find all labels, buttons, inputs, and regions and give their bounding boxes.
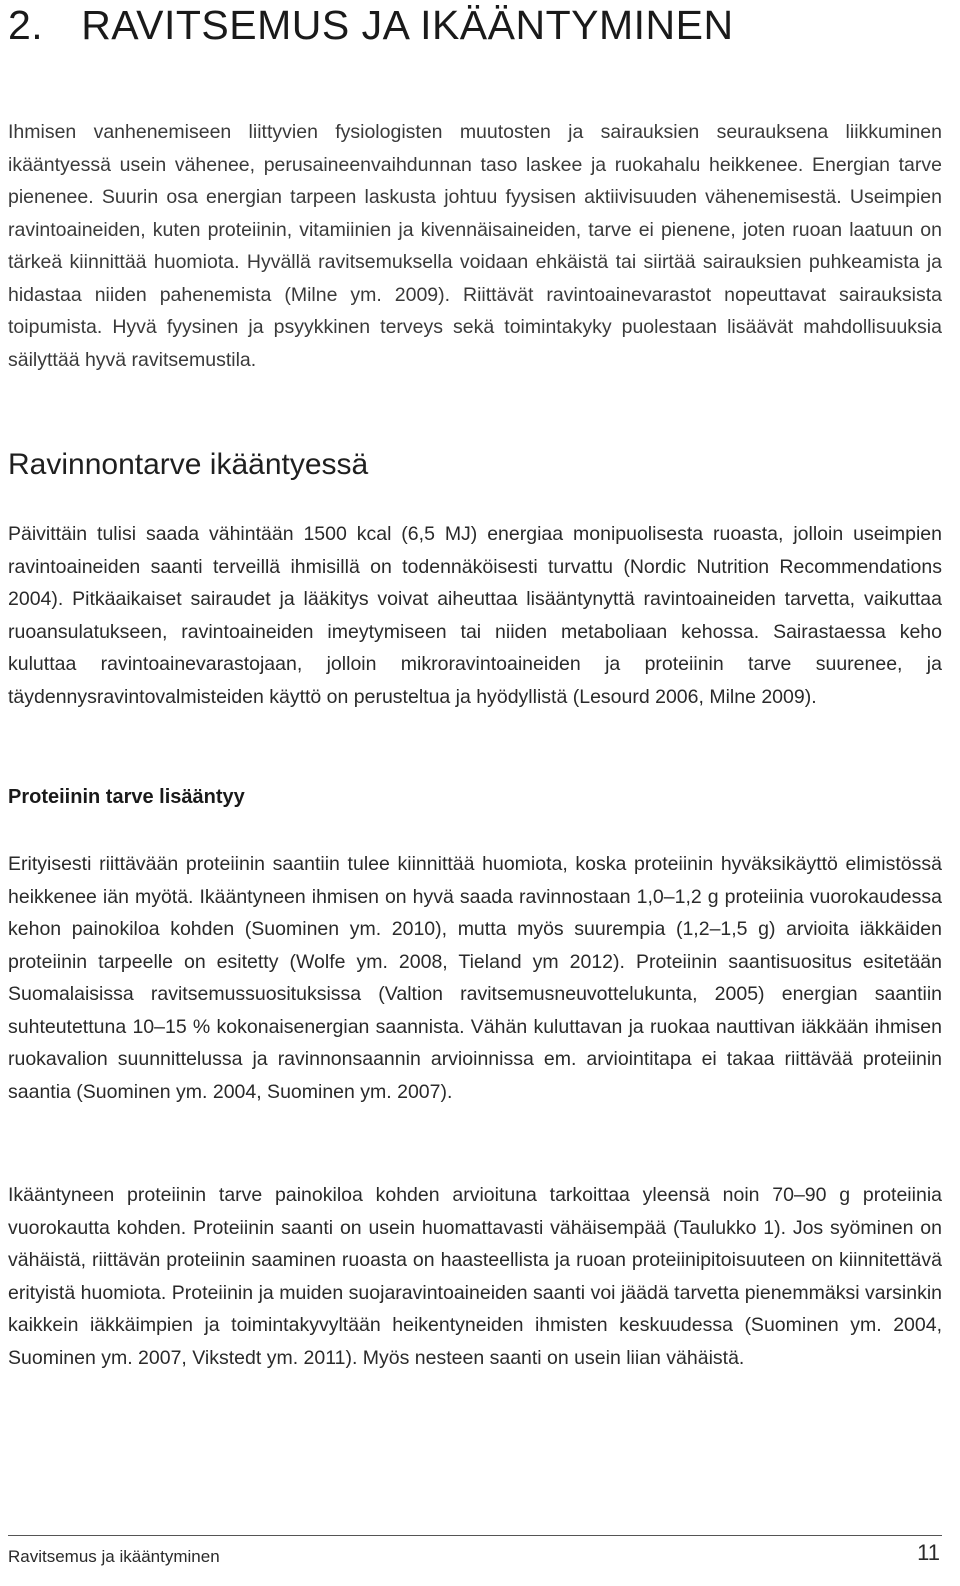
chapter-title-text: RAVITSEMUS JA IKÄÄNTYMINEN	[81, 2, 734, 48]
chapter-number: 2.	[8, 2, 44, 48]
intro-paragraph: Ihmisen vanhenemiseen liittyvien fysiologisten muutosten ja sairauksien seurauksena liikkuminen ikääntyessä usein vähenee, perusaineenvaihdunnan taso laskee ja ruokahalu heikkenee. Energian tarve pienenee. Suurin osa energian tarpeen laskusta johtuu fyysisen aktiivisuuden vähenemisestä. Useimpien ravintoaineiden, kuten proteiinin, vitamiinien ja kivennäisaineiden, tarve ei pienene, joten ruoan laatuun on tärkeä kiinnittää huomiota. Hyvällä ravitsemuksella voidaan ehkäistä tai siirtää sairauksien puhkeamista ja hidastaa niiden pahenemista (Milne ym. 2009). Riittävät ravintoainevarastot nopeuttavat sairauksista toipumista. Hyvä fyysinen ja psyykkinen terveys sekä toimintakyky puolestaan lisäävät mahdollisuuksia säilyttää hyvä ravitsemustila.	[8, 121, 942, 371]
subsection-paragraph-1: Erityisesti riittävään proteiinin saantiin tulee kiinnittää huomiota, koska proteiinin hyväksikäyttö elimistössä heikkenee iän myötä. Ikääntyneen ihmisen on hyvä saada ravinnostaan 1,0–1,2 g proteiinia vuorokaudessa kehon painokiloa kohden (Suominen ym. 2010), mutta myös suurempia (1,2–1,5 g) arvioita iäkkäiden proteiinin tarpeelle on esitetty (Wolfe ym. 2008, Tieland ym 2012). Proteiinin saantisuositus esitetään Suomalaisissa ravitsemussuosituksissa (Valtion ravitsemusneuvottelukunta, 2005) energian saantiin suhteutettuna 10–15 % kokonaisenergian saannista. Vähän kuluttavan ja ruokaa nauttivan iäkkään ihmisen ruokavalion suunnittelussa ja ravinnonsaannin arvioinnissa em. arviointitapa ei takaa riittävää proteiinin saantia (Suominen ym. 2004, Suominen ym. 2007).	[8, 853, 942, 1103]
subsection-heading: Proteiinin tarve lisääntyy	[8, 786, 245, 808]
section-heading: Ravinnontarve ikääntyessä	[8, 448, 369, 481]
section-paragraph: Päivittäin tulisi saada vähintään 1500 kcal (6,5 MJ) energiaa monipuolisesta ruoasta, jolloin useimpien ravintoaineiden saanti terveillä ihmisillä on todennäköisesti turvattu (Nordic Nutrition Recommendations 2004). Pitkäaikaiset sairaudet ja lääkitys voivat aiheuttaa lisääntynyttä ravintoaineiden tarvetta, vaikuttaa ruoansulatukseen, ravintoaineiden imeytymiseen tai niiden metaboliaan kehossa. Sairastaessa keho kuluttaa ravintoainevarastojaan, jolloin mikroravintoaineiden ja proteiinin tarve suurenee, ja täydennysravintovalmisteiden käyttö on perusteltua ja hyödyllistä (Lesourd 2006, Milne 2009).	[8, 523, 942, 708]
footer-page-number: 11	[917, 1540, 940, 1565]
footer-running-title: Ravitsemus ja ikääntyminen	[8, 1547, 220, 1566]
subsection-paragraph-2: Ikääntyneen proteiinin tarve painokiloa kohden arvioituna tarkoittaa yleensä noin 70–90 g proteiinia vuorokautta kohden. Proteiinin saanti on usein huomattavasti vähäisempää (Taulukko 1). Jos syöminen on vähäistä, riittävän proteiinin saaminen ruoasta on haasteellista ja ruoan proteiinipitoisuuteen on kiinnitettävä erityistä huomiota. Proteiinin ja muiden suojaravintoaineiden saanti voi jäädä tarvetta pienemmäksi varsinkin kaikkein iäkkäimpien ja toimintakyvyltään heikentyneiden ihmisten keskuudessa (Suominen ym. 2004, Suominen ym. 2007, Vikstedt ym. 2011). Myös nesteen saanti on usein liian vähäistä.	[8, 1184, 942, 1369]
chapter-title	[8, 2, 734, 49]
footer-divider	[8, 1535, 942, 1536]
